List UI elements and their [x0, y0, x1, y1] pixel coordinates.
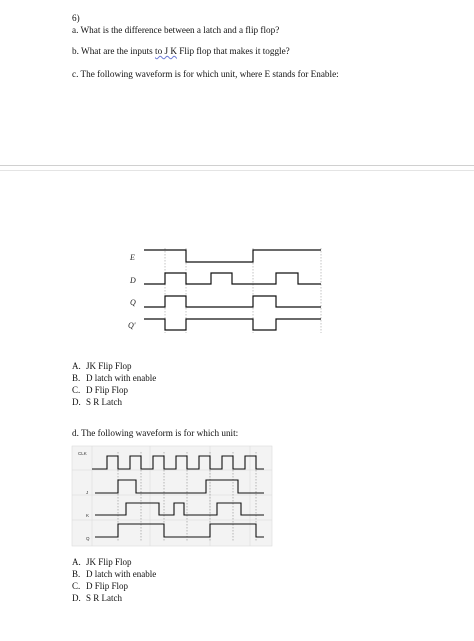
- wave-label-d: D: [130, 276, 136, 285]
- option-d-a[interactable]: [72, 556, 132, 568]
- option-text: D latch with enable: [86, 569, 157, 579]
- question-b-underlined: to J K: [155, 46, 177, 56]
- wave-label-e: E: [130, 253, 135, 262]
- option-letter: B.: [72, 373, 81, 383]
- option-text: JK Flip Flop: [86, 557, 132, 567]
- option-text: D Flip Flop: [86, 581, 129, 591]
- question-b-suffix: Flip flop that makes it toggle?: [176, 46, 290, 56]
- option-letter: A.: [72, 557, 81, 567]
- option-letter: C.: [72, 581, 81, 591]
- option-text: S R Latch: [86, 593, 122, 603]
- option-text: D Flip Flop: [86, 385, 129, 395]
- option-text: JK Flip Flop: [86, 361, 132, 371]
- question-a: a. What is the difference between a latch and a flip flop?: [72, 25, 280, 35]
- question-b-prefix: b. What are the inputs: [72, 46, 156, 56]
- question-number: 6): [72, 13, 80, 23]
- wave-label-j: J: [86, 490, 89, 495]
- option-letter: A.: [72, 361, 81, 371]
- option-d-d[interactable]: [72, 592, 122, 604]
- option-letter: D.: [72, 397, 81, 407]
- wave-label-q: Q: [130, 298, 136, 307]
- option-letter: D.: [72, 593, 81, 603]
- wave-label-q: Q: [86, 536, 90, 541]
- question-c: c. The following waveform is for which unit, where E stands for Enable:: [72, 69, 339, 79]
- option-letter: C.: [72, 385, 81, 395]
- option-letter: B.: [72, 569, 81, 579]
- question-d: d. The following waveform is for which unit:: [72, 428, 239, 438]
- option-d-c[interactable]: [72, 580, 128, 592]
- option-text: S R Latch: [86, 397, 122, 407]
- wave-label-k: K: [86, 513, 90, 518]
- option-d-b[interactable]: [72, 568, 156, 580]
- option-text: D latch with enable: [86, 373, 157, 383]
- waveform-d-background: [72, 446, 272, 546]
- wave-label-clk: CLK: [78, 451, 87, 456]
- wave-label-q-bar: Q': [128, 321, 136, 330]
